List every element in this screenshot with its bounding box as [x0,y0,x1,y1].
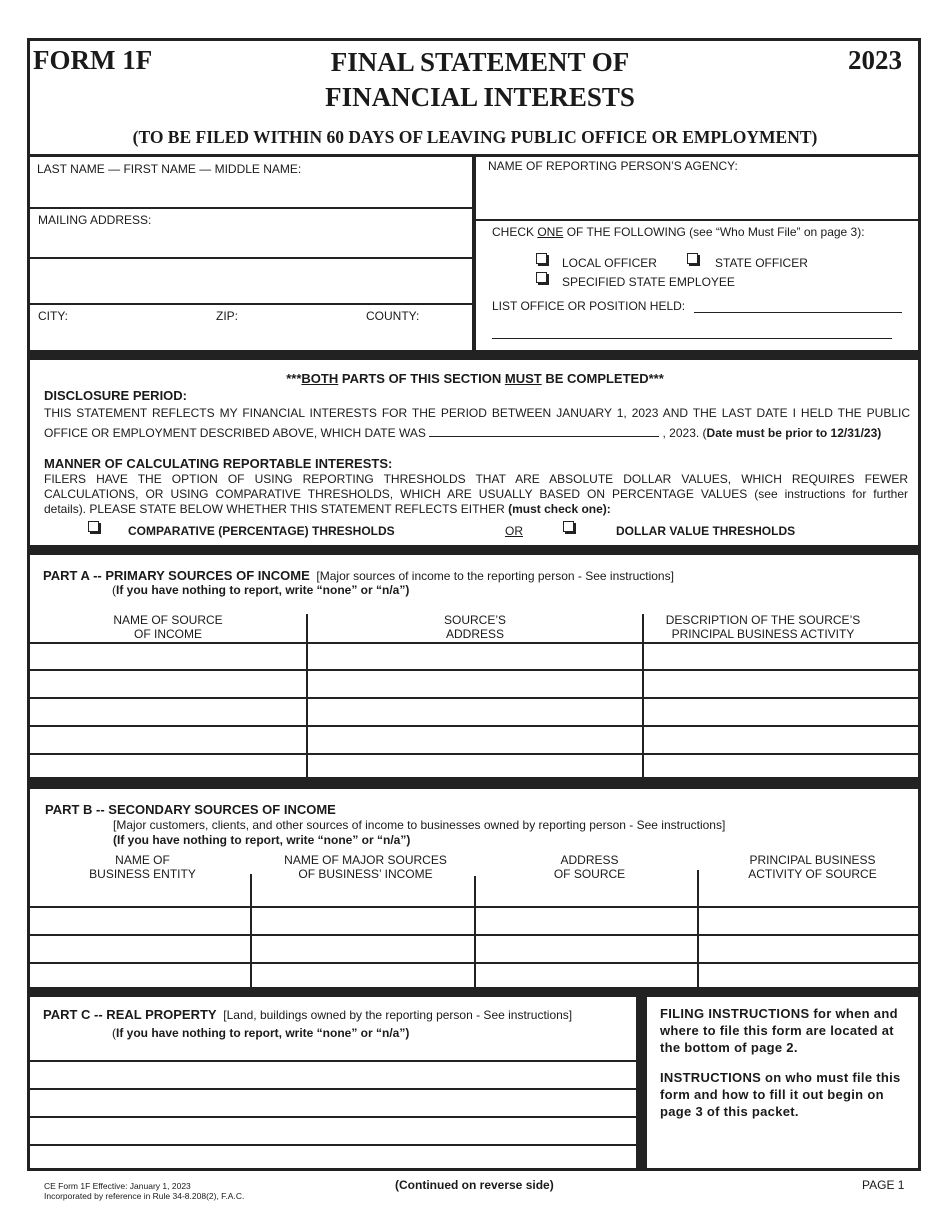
filer-column-divider [472,156,476,350]
mailing-field-line-1[interactable] [31,229,469,255]
part-a-col-description-header: DESCRIPTION OF THE SOURCE’S PRINCIPAL BUSINESS ACTIVITY [665,613,861,641]
dollar-value-label: DOLLAR VALUE THRESHOLDS [616,524,796,538]
comparative-label: COMPARATIVE (PERCENTAGE) THRESHOLDS [128,524,395,538]
zip-field[interactable] [244,306,362,346]
part-c-row[interactable] [31,1062,635,1088]
part-b-col-address-header: ADDRESS OF SOURCE [553,853,626,881]
part-a-col-address-header: SOURCE’S ADDRESS [443,613,506,641]
part-a-row[interactable] [31,755,305,777]
section-bar-3 [29,777,920,789]
check-one-label: CHECK ONE OF THE FOLLOWING (see “Who Must File” on page 3): [492,225,865,239]
county-field[interactable] [424,306,470,346]
office-field-line-1[interactable] [694,299,902,313]
part-a-row[interactable] [31,671,305,697]
name-field[interactable] [31,178,469,206]
or-text: OR [505,524,523,538]
period-text-line-1: THIS STATEMENT REFLECTS MY FINANCIAL INTERESTS FOR THE PERIOD BETWEEN JANUARY 1, 2023 AND THE LAST DATE I HELD THE PUBLIC [44,406,910,420]
part-b-col-entity-header: NAME OF BUSINESS ENTITY [89,853,196,881]
comparative-checkbox[interactable] [88,521,99,532]
local-officer-label: LOCAL OFFICER [562,256,657,270]
part-c-row[interactable] [31,1090,635,1116]
part-b-heading: PART B -- SECONDARY SOURCES OF INCOME [45,802,336,817]
part-b-col-divider-2 [474,876,476,987]
agency-divider [474,219,920,221]
section-bar-1 [29,350,920,360]
part-b-col-sources-header: NAME OF MAJOR SOURCES OF BUSINESS’ INCOME [284,853,447,881]
specified-employee-checkbox[interactable] [536,272,547,283]
manner-text-line-3: details). PLEASE STATE BELOW WHETHER THIS STATEMENT REFLECTS EITHER (must check one): [44,502,611,516]
county-label: COUNTY: [366,309,420,323]
part-a-row[interactable] [31,699,305,725]
part-b-row[interactable] [31,908,249,934]
who-must-file-text: INSTRUCTIONS on who must file this form and how to fill it out begin on page 3 of this packet. [660,1070,901,1119]
mailing-label: MAILING ADDRESS: [38,213,152,227]
part-a-row[interactable] [31,644,305,669]
part-b-col-activity-header: PRINCIPAL BUSINESS ACTIVITY OF SOURCE [748,853,877,881]
name-label: LAST NAME — FIRST NAME — MIDDLE NAME: [37,162,302,176]
filing-instructions-text: FILING INSTRUCTIONS for when and where to file this form are located at the bottom of page 2. [660,1006,898,1055]
part-c-side-bar [636,997,647,1169]
city-label: CITY: [38,309,69,323]
section-bar-2 [29,545,920,555]
manner-text-line-1: FILERS HAVE THE OPTION OF USING REPORTING THRESHOLDS THAT ARE ABSOLUTE DOLLAR VALUES, WHICH REQUIRES FEWER [44,472,908,486]
agency-label: NAME OF REPORTING PERSON’S AGENCY: [488,159,738,173]
state-officer-label: STATE OFFICER [715,256,808,270]
mailing-field-line-2[interactable] [31,260,469,302]
part-a-instructions: (If you have nothing to report, write “none” or “n/a”) [112,583,410,597]
disclosure-period-heading: DISCLOSURE PERIOD: [44,388,188,403]
part-b-row[interactable] [31,964,249,986]
state-officer-checkbox[interactable] [687,253,698,264]
page-number: PAGE 1 [862,1178,905,1192]
mailing-divider-2 [29,303,473,305]
part-c-row[interactable] [31,1118,635,1144]
title-line-2: FINANCIAL INTERESTS [325,82,635,112]
form-title [230,45,730,115]
form-year: 2023 [848,45,902,75]
section-bar-4 [29,987,920,997]
part-a-heading: PART A -- PRIMARY SOURCES OF INCOME [Major sources of income to the reporting person - See instructions] [43,568,674,583]
part-a-row[interactable] [31,727,305,753]
part-c-row[interactable] [31,1146,635,1167]
title-line-1: FINAL STATEMENT OF [330,47,630,77]
city-field[interactable] [72,306,212,346]
dollar-value-checkbox[interactable] [563,521,574,532]
part-b-note: [Major customers, clients, and other sources of income to businesses owned by reporting person - See instructions] [113,818,726,832]
continued-note: (Continued on reverse side) [395,1178,554,1192]
agency-field[interactable] [478,176,918,218]
period-text-line-2: OFFICE OR EMPLOYMENT DESCRIBED ABOVE, WHICH DATE WAS , 2023. (Date must be prior to 12/31/23) [44,426,882,440]
specified-employee-label: SPECIFIED STATE EMPLOYEE [562,275,735,289]
manner-text-line-2: CALCULATIONS, OR USING COMPARATIVE THRESHOLDS, WHICH ARE USUALLY BASED ON PERCENTAGE VALUES (see instructions for further [44,487,908,501]
footer-form-info: CE Form 1F Effective: January 1, 2023 Incorporated by reference in Rule 34-8.208(2), F.A.C. [44,1181,245,1201]
part-c-heading: PART C -- REAL PROPERTY [Land, buildings owned by the reporting person - See instructions] [43,1007,573,1022]
part-b-col-divider-3 [697,870,699,987]
office-field-line-2[interactable] [492,325,892,339]
part-b-instructions: (If you have nothing to report, write “none” or “n/a”) [113,833,411,847]
office-label: LIST OFFICE OR POSITION HELD: [492,299,686,313]
part-b-col-divider-1 [250,874,252,987]
zip-label: ZIP: [216,309,239,323]
manner-heading: MANNER OF CALCULATING REPORTABLE INTERESTS: [44,456,393,471]
part-a-col-name-header: NAME OF SOURCE OF INCOME [113,613,223,641]
form-subtitle: (TO BE FILED WITHIN 60 DAYS OF LEAVING PUBLIC OFFICE OR EMPLOYMENT) [132,127,818,147]
last-date-field[interactable] [429,426,659,437]
part-c-instructions: (If you have nothing to report, write “none” or “n/a”) [112,1026,410,1040]
part-b-row[interactable] [31,936,249,962]
mailing-divider-1 [29,257,473,259]
local-officer-checkbox[interactable] [536,253,547,264]
form-id: FORM 1F [33,45,153,75]
both-parts-banner: ***BOTH PARTS OF THIS SECTION MUST BE COMPLETED*** [286,371,664,386]
name-divider [29,207,473,209]
